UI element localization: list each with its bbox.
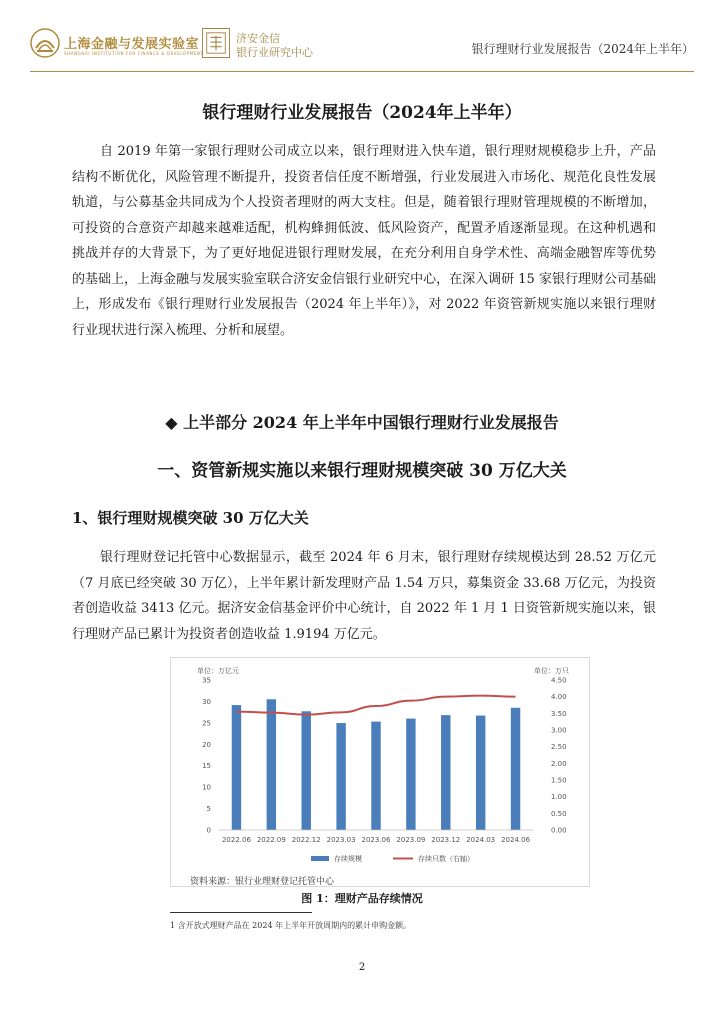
right-tick-label: 2.50 (551, 743, 567, 752)
x-tick-label: 2023.03 (326, 836, 356, 844)
chart-bars (232, 699, 521, 830)
footnote: 1 含开放式理财产品在 2024 年上半年开放周期内的累计申购金额。 (170, 921, 412, 930)
x-tick-label: 2023.06 (361, 836, 391, 844)
left-tick-label: 0 (206, 826, 211, 835)
org1-name: 上海金融与发展实验室 (64, 37, 200, 52)
right-tick-label: 4.00 (551, 693, 567, 702)
legend-line-label: 存续只数（右轴） (418, 855, 474, 863)
jian-seal-icon (202, 28, 230, 58)
bar-existing-scale (336, 723, 345, 830)
x-tick-label: 2022.09 (256, 836, 286, 844)
left-tick-label: 15 (202, 762, 211, 771)
section-heading: 一、资管新规实施以来银行理财规模突破 30 万亿大关 (157, 461, 567, 481)
right-tick-label: 4.50 (551, 676, 567, 685)
x-tick-label: 2022.06 (221, 836, 251, 844)
bar-existing-scale (476, 716, 485, 830)
right-tick-label: 2.00 (551, 759, 567, 768)
bar-existing-scale (406, 719, 415, 830)
left-tick-label: 5 (206, 805, 211, 814)
bar-existing-scale (232, 705, 241, 830)
org2-line2: 银行业研究中心 (236, 46, 313, 59)
running-header-title: 银行理财行业发展报告（2024年上半年） (471, 42, 694, 56)
intro-paragraph: 自 2019 年第一家银行理财公司成立以来，银行理财进入快车道，银行理财规模稳步上升，产品结构不断优化，风险管理不断提升，投资者信任度不断增强，行业发展进入市场化、规范化良性发展轨道，与公募基金共同成为个人投资者理财的两大支柱。但是，随着银行理财管理规模的不断增加，可投资的合意资产却越来越难适配，机构蜂拥低波、低风险资产，配置矛盾逐渐显现。在这种机遇和挑战并存的大背景下，为了更好地促进银行理财发展，在充分利用自身学术性、高端金融智库等优势的基础上，上海金融与发展实验室联合济安金信银行业研究中心，在深入调研 15 家银行理财公司基础上，形成发布《银行理财行业发展报告（2024 年上半年）》，对 2022 年资管新规实施以来银行理财行业现状进行深入梳理、分析和展望。 (72, 144, 656, 338)
right-tick-label: 3.50 (551, 709, 567, 718)
figure-caption: 图 1：理财产品存续情况 (301, 892, 423, 905)
sub-heading: 1、银行理财规模突破 30 万亿大关 (72, 509, 309, 527)
part-heading: ◆ 上半部分 2024 年上半年中国银行理财行业发展报告 (165, 413, 559, 432)
body-paragraph: 银行理财登记托管中心数据显示，截至 2024 年 6 月末，银行理财存续规模达到 28.52 万亿元（7 月底已经突破 30 万亿），上半年累计新发理财产品 1.54 万只，募集资金 33.68 万亿元，为投资者创造收益 3413 亿元。据济安金信基金评价中心统计，自 2022 年 1 月 1 日资管新规实施以来，银行理财产品已累计为投资者创造收益 1.9194 万亿元。 (72, 550, 656, 642)
header-divider (30, 71, 694, 72)
right-tick-label: 3.00 (551, 726, 567, 735)
page-header (0, 0, 724, 72)
bar-existing-scale (441, 715, 450, 830)
x-tick-label: 2023.12 (431, 836, 461, 844)
x-tick-label: 2023.09 (396, 836, 426, 844)
bar-existing-scale (302, 711, 311, 830)
footnote-divider (170, 912, 312, 913)
x-tick-label: 2022.12 (291, 836, 321, 844)
chart-legend (311, 854, 474, 863)
right-tick-label: 0.00 (551, 826, 567, 835)
line-existing-count (236, 696, 515, 715)
left-tick-label: 35 (202, 676, 211, 685)
right-tick-label: 1.00 (551, 793, 567, 802)
bar-existing-scale (511, 708, 520, 830)
right-axis-unit: 单位：万只 (534, 667, 569, 675)
chart-svg (171, 658, 591, 888)
org1-subtitle: SHANGHAI INSTITUTION FOR FINANCE & DEVELOPMENT (64, 51, 204, 56)
left-tick-label: 25 (202, 719, 211, 728)
chart-source: 资料来源：银行业理财登记托管中心 (190, 877, 335, 887)
left-tick-label: 30 (202, 697, 211, 706)
chart-line (236, 696, 515, 715)
left-tick-label: 10 (202, 783, 211, 792)
legend-bar-swatch (311, 856, 329, 861)
legend-bar-label: 存续规模 (334, 855, 362, 863)
left-tick-label: 20 (202, 740, 211, 749)
page-number: 2 (358, 962, 366, 973)
right-tick-label: 0.50 (551, 809, 567, 818)
document-title: 银行理财行业发展报告（2024年上半年） (202, 103, 522, 123)
x-tick-label: 2024.06 (501, 836, 531, 844)
right-tick-label: 1.50 (551, 776, 567, 785)
bar-existing-scale (267, 699, 276, 830)
left-axis-unit: 单位：万亿元 (197, 667, 239, 675)
chart-figure (170, 657, 590, 887)
bar-existing-scale (371, 722, 380, 830)
org2-line1: 济安金信 (236, 32, 280, 45)
sifd-logo-icon (30, 28, 60, 58)
x-tick-label: 2024.03 (466, 836, 496, 844)
org2-name (236, 32, 313, 60)
